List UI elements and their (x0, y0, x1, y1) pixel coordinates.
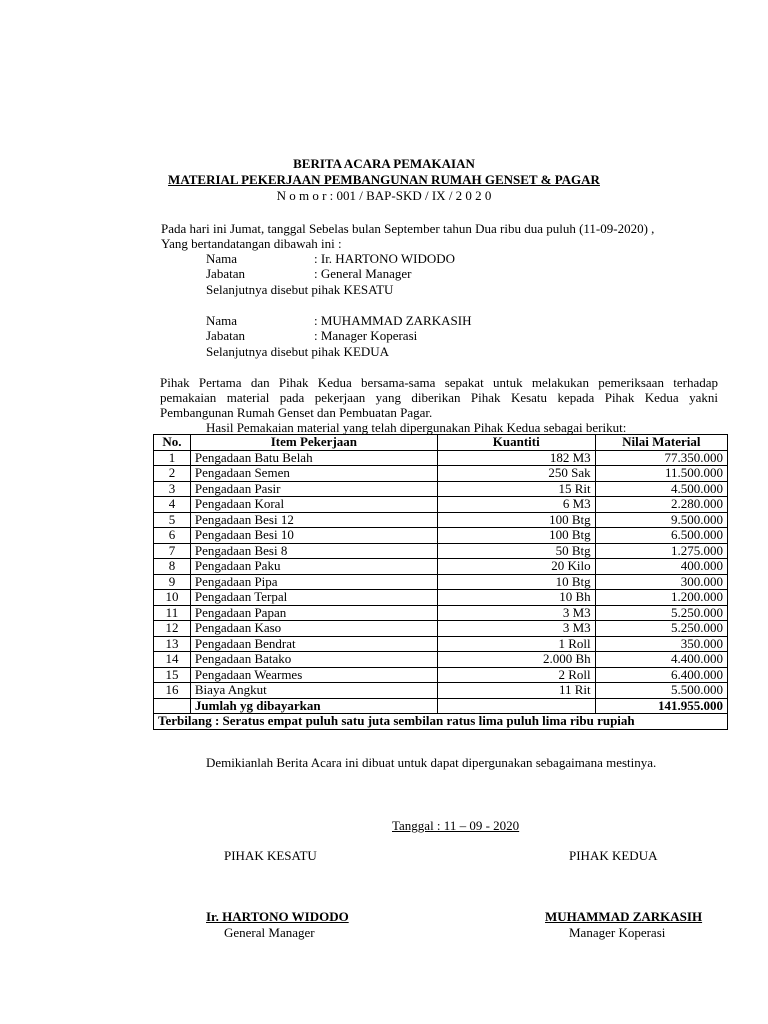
row-item: Pengadaan Pasir (190, 481, 437, 497)
row-value: 1.200.000 (595, 590, 727, 606)
row-item: Pengadaan Pipa (190, 574, 437, 590)
table-row (154, 512, 728, 528)
table-row (154, 559, 728, 575)
row-quantity: 11 Rit (437, 683, 595, 699)
row-value: 1.275.000 (595, 543, 727, 559)
table-row (154, 481, 728, 497)
row-value: 5.250.000 (595, 605, 727, 621)
left-signatory-name: Ir. HARTONO WIDODO (206, 909, 349, 924)
table-row (154, 466, 728, 482)
row-value: 300.000 (595, 574, 727, 590)
party1-nama-label: Nama (206, 251, 238, 266)
row-quantity: 1 Roll (437, 636, 595, 652)
table-row (154, 528, 728, 544)
terbilang-text: Terbilang : Seratus empat puluh satu juta sembilan ratus lima puluh lima ribu rupiah (154, 714, 728, 730)
row-value: 9.500.000 (595, 512, 727, 528)
row-no: 3 (154, 481, 191, 497)
row-no: 5 (154, 512, 191, 528)
row-value: 4.500.000 (595, 481, 727, 497)
row-no: 1 (154, 450, 191, 466)
row-no: 6 (154, 528, 191, 544)
row-quantity: 250 Sak (437, 466, 595, 482)
agreement-line-4: Hasil Pemakaian material yang telah dipergunakan Pihak Kedua sebagai berikut: (206, 420, 627, 435)
total-label: Jumlah yg dibayarkan (190, 698, 437, 714)
table-row (154, 574, 728, 590)
row-value: 5.500.000 (595, 683, 727, 699)
total-row (154, 698, 728, 714)
party2-nama-label: Nama (206, 313, 238, 328)
material-table (153, 434, 728, 730)
row-item: Pengadaan Bendrat (190, 636, 437, 652)
row-no: 9 (154, 574, 191, 590)
table-row (154, 450, 728, 466)
row-quantity: 3 M3 (437, 605, 595, 621)
header-item: Item Pekerjaan (190, 435, 437, 451)
row-value: 400.000 (595, 559, 727, 575)
row-item: Pengadaan Terpal (190, 590, 437, 606)
row-no: 13 (154, 636, 191, 652)
row-item: Pengadaan Paku (190, 559, 437, 575)
row-quantity: 3 M3 (437, 621, 595, 637)
row-value: 77.350.000 (595, 450, 727, 466)
intro-line-2: Yang bertandatangan dibawah ini : (161, 236, 342, 251)
row-item: Pengadaan Besi 12 (190, 512, 437, 528)
row-item: Pengadaan Batu Belah (190, 450, 437, 466)
row-item: Pengadaan Koral (190, 497, 437, 513)
row-quantity: 6 M3 (437, 497, 595, 513)
row-quantity: 2 Roll (437, 667, 595, 683)
party2-note: Selanjutnya disebut pihak KEDUA (206, 344, 390, 359)
row-value: 6.500.000 (595, 528, 727, 544)
left-party-title: PIHAK KESATU (224, 848, 317, 863)
row-quantity: 100 Btg (437, 512, 595, 528)
party1-jabatan-label: Jabatan (206, 266, 245, 281)
row-value: 350.000 (595, 636, 727, 652)
row-quantity: 15 Rit (437, 481, 595, 497)
party1-nama-value: : Ir. HARTONO WIDODO (314, 251, 456, 266)
total-empty-qty (437, 698, 595, 714)
row-no: 10 (154, 590, 191, 606)
agreement-line-3: Pembangunan Rumah Genset dan Pembuatan Pagar. (160, 405, 433, 420)
row-no: 4 (154, 497, 191, 513)
party2-jabatan-label: Jabatan (206, 328, 245, 343)
closing-statement: Demikianlah Berita Acara ini dibuat untuk dapat dipergunakan sebagaimana mestinya. (206, 755, 657, 770)
terbilang-row (154, 714, 728, 730)
row-no: 11 (154, 605, 191, 621)
document-subtitle: MATERIAL PEKERJAAN PEMBANGUNAN RUMAH GENSET & PAGAR (168, 172, 600, 187)
row-item: Pengadaan Besi 10 (190, 528, 437, 544)
table-row (154, 621, 728, 637)
row-quantity: 100 Btg (437, 528, 595, 544)
row-no: 8 (154, 559, 191, 575)
party2-nama-value: : MUHAMMAD ZARKASIH (314, 313, 472, 328)
row-quantity: 20 Kilo (437, 559, 595, 575)
table-row (154, 636, 728, 652)
row-quantity: 2.000 Bh (437, 652, 595, 668)
row-no: 15 (154, 667, 191, 683)
total-value: 141.955.000 (595, 698, 727, 714)
row-no: 12 (154, 621, 191, 637)
row-value: 6.400.000 (595, 667, 727, 683)
right-signatory-position: Manager Koperasi (569, 925, 666, 940)
table-header-row (154, 435, 728, 451)
table-row (154, 667, 728, 683)
row-no: 14 (154, 652, 191, 668)
row-no: 7 (154, 543, 191, 559)
row-value: 11.500.000 (595, 466, 727, 482)
intro-line-1: Pada hari ini Jumat, tanggal Sebelas bulan September tahun Dua ribu dua puluh (11-09-2020) , (161, 221, 655, 236)
row-item: Pengadaan Besi 8 (190, 543, 437, 559)
table-row (154, 590, 728, 606)
table-row (154, 543, 728, 559)
header-no: No. (154, 435, 191, 451)
party2-jabatan-value: : Manager Koperasi (314, 328, 418, 343)
signing-date: Tanggal : 11 – 09 - 2020 (392, 818, 520, 833)
document-title: BERITA ACARA PEMAKAIAN (293, 156, 475, 171)
row-item: Pengadaan Wearmes (190, 667, 437, 683)
table-row (154, 683, 728, 699)
right-signatory-name: MUHAMMAD ZARKASIH (545, 909, 703, 924)
row-item: Pengadaan Papan (190, 605, 437, 621)
total-empty-cell (154, 698, 191, 714)
agreement-line-1: Pihak Pertama dan Pihak Kedua bersama-sama sepakat untuk melakukan pemeriksaan terhadap (160, 375, 718, 390)
table-row (154, 652, 728, 668)
right-party-title: PIHAK KEDUA (569, 848, 658, 863)
row-item: Pengadaan Kaso (190, 621, 437, 637)
row-quantity: 10 Btg (437, 574, 595, 590)
row-quantity: 182 M3 (437, 450, 595, 466)
row-quantity: 50 Btg (437, 543, 595, 559)
row-item: Biaya Angkut (190, 683, 437, 699)
row-item: Pengadaan Semen (190, 466, 437, 482)
row-no: 2 (154, 466, 191, 482)
table-row (154, 497, 728, 513)
row-no: 16 (154, 683, 191, 699)
table-row (154, 605, 728, 621)
document-number: N o m o r : 001 / BAP-SKD / IX / 2 0 2 0 (276, 188, 492, 203)
row-value: 4.400.000 (595, 652, 727, 668)
row-value: 5.250.000 (595, 621, 727, 637)
left-signatory-position: General Manager (224, 925, 315, 940)
row-item: Pengadaan Batako (190, 652, 437, 668)
row-value: 2.280.000 (595, 497, 727, 513)
row-quantity: 10 Bh (437, 590, 595, 606)
party1-note: Selanjutnya disebut pihak KESATU (206, 282, 394, 297)
party1-jabatan-value: : General Manager (314, 266, 412, 281)
header-quantity: Kuantiti (437, 435, 595, 451)
agreement-line-2: pemakaian material pada pekerjaan yang diberikan Pihak Kesatu kepada Pihak Kedua yakni (160, 390, 718, 405)
header-value: Nilai Material (595, 435, 727, 451)
